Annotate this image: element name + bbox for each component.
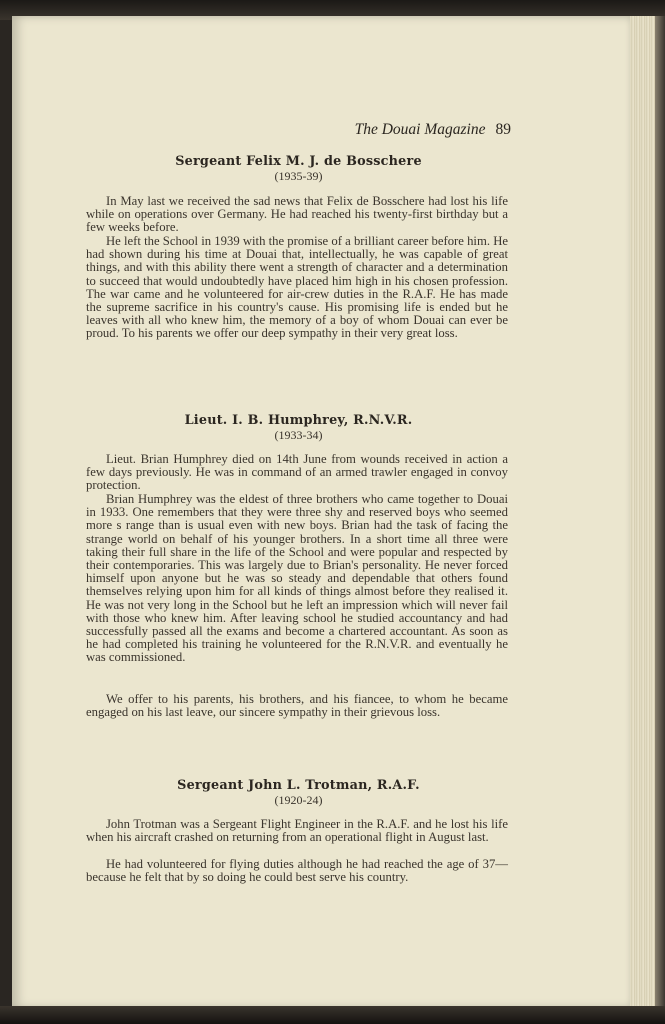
scan-bottom-border <box>0 1006 665 1024</box>
obituary-paragraph: In May last we received the sad news that Felix de Bosschere had lost his life while on operations over Germany. He had reached his twenty-first birthday but a few weeks before. <box>86 194 508 235</box>
running-head <box>86 120 511 139</box>
obituary-heading: Sergeant John L. Trotman, R.A.F. <box>177 778 420 793</box>
obituary-paragraph: He had volunteered for flying duties although he had reached the age of 37—because he felt that by so doing he could best serve his country. <box>86 857 508 885</box>
obituary-paragraph: Lieut. Brian Humphrey died on 14th June from wounds received in action a few days previously. He was in command of an armed trawler engaged in convoy protection. <box>86 452 508 493</box>
book-cover-edge <box>655 16 665 1008</box>
obituary-paragraph: Brian Humphrey was the eldest of three brothers who came together to Douai in 1933. One remembers that they were three shy and reserved boys who seemed more s range than is usual even with new boys. Brian had the task of facing the strange world on behalf of his younger brothers. In a short time all three were taking their full share in the life of the School and were popular and respected by their contemporaries. This was largely due to Brian's personality. He never forced himself upon anyone but he was so steady and dependable that others found themselves relying upon him for all kinds of things almost before they realised it. He was not very long in the School but he left an impression which will never fail with those who knew him. After leaving school he studied accountancy and had successfully passed all the exams and become a chartered accountant. As soon as he had completed his training he volunteered for the R.N.V.R. and eventually he was commissioned. <box>86 492 508 665</box>
school-years: (1933-34) <box>274 428 323 442</box>
school-years: (1935-39) <box>274 169 323 183</box>
page-number: 89 <box>495 121 511 138</box>
obituary-paragraph: John Trotman was a Sergeant Flight Engineer in the R.A.F. and he lost his life when his aircraft crashed on returning from an operational flight in August last. <box>86 817 508 845</box>
obituary-heading: Lieut. I. B. Humphrey, R.N.V.R. <box>184 413 413 428</box>
obituary-heading: Sergeant Felix M. J. de Bosschere <box>175 154 422 169</box>
obituary-paragraph: He left the School in 1939 with the promise of a brilliant career before him. He had shown during his time at Douai that, intellectually, he was capable of great things, and with this ability there went a strength of character and a determination to succeed that would undoubtedly have placed him high in his chosen profession. The war came and he volunteered for air-crew duties in the R.A.F. He has made the supreme sacrifice in his country's cause. His promising life is ended but he leaves with all who knew him, the memory of a boy of whom Douai can ever be proud. To his parents we offer our deep sympathy in their very great loss. <box>86 234 508 341</box>
school-years: (1920-24) <box>274 793 323 807</box>
magazine-title: The Douai Magazine <box>354 121 486 138</box>
obituary-paragraph: We offer to his parents, his brothers, and his fiancee, to whom he became engaged on his last leave, our sincere sympathy in their grievous loss. <box>86 692 508 720</box>
